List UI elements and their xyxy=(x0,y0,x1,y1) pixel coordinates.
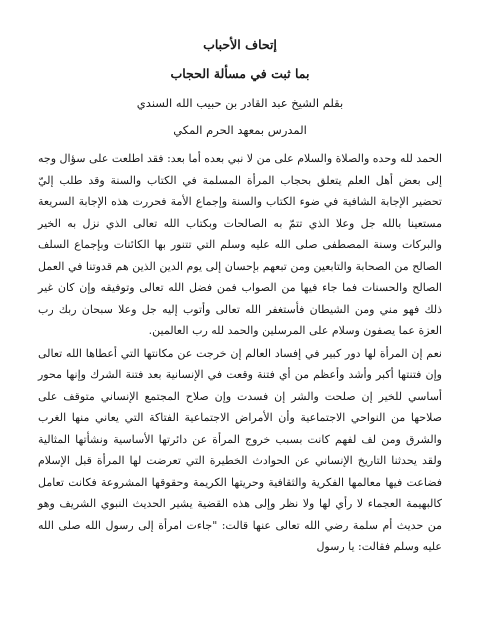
document-subtitle: بما ثبت في مسألة الحجاب xyxy=(170,66,310,81)
paragraph-woman-role: نعم إن المرأة لها دور كبير في إفساد العالم إن خرجت عن مكانتها التي أعطاها الله تعالى وإن فتنتها أكبر وأشد وأعظم من أي فتنة وقعت في الإنسانية بعد فتنة الشرك وإنها محور أساسي للخير إن صلحت والشر إن فسدت وإن صلاح المجتمع الإنساني متوقف على صلاحها من النواحي الاجتماعية وأن الأمراض الاجتماعية الفتاكة التي يعاني منها الغرب والشرق ومن لف لفهم كانت بسبب خروج المرأة عن دائرتها الأساسية ونشأتها المثالية ولقد يحدثنا التاريخ الإنساني عن الحوادث الخطيرة التي تعرضت لها المرأة قبل الإسلام فضاعت فيها معالمها الفكرية والثقافية وحريتها الكريمة وحقوقها المشروعة فكانت تعامل كالبهيمة العجماء لا رأي لها ولا نظر وإلى هذه القضية يشير الحديث النبوي الشريف وهو من حديث أم سلمة رضي الله تعالى عنها قالت: "جاءت امرأة إلى رسول الله صلى الله عليه وسلم فقالت: يا رسول xyxy=(38,346,442,553)
author-role: المدرس بمعهد الحرم المكي xyxy=(173,123,307,137)
paragraph-introduction: الحمد لله وحده والصلاة والسلام على من لا نبي بعده أما بعد: فقد اطلعت على سؤال وجه إلى بعض أهل العلم يتعلق بحجاب المرأة المسلمة في الكتاب والسنة وقد طلب إليّ تحضير الإجابة الشافية في ضوء الكتاب والسنة وإجماع الأمة فحررت هذه الإجابة السريعة مستعينا بالله جل وعلا الذي تتمّ به الصالحات وبكتاب الله تعالى الذي نزل به الخير والبركات وسنة المصطفى صلى الله عليه وسلم التي تتنور بها الكائنات وبإجماع السلف الصالح من الصحابة والتابعين ومن تبعهم بإحسان إلى يوم الدين الذين هم قدوتنا في العمل الصالح والحسنات فما جاء فيها من الصواب فمن فضل الله تعالى وتوفيقه وإن كان غير ذلك فهو مني ومن الشيطان فأستغفر الله تعالى وأتوب إليه جل وعلا سبحان ربك رب العزة عما يصفون وسلام على المرسلين والحمد لله رب العالمين. xyxy=(38,152,442,337)
author-line: بقلم الشيخ عبد القادر بن حبيب الله السندي xyxy=(136,96,344,110)
body-text xyxy=(38,148,442,558)
document-title: إتحاف الأحباب xyxy=(203,37,277,52)
